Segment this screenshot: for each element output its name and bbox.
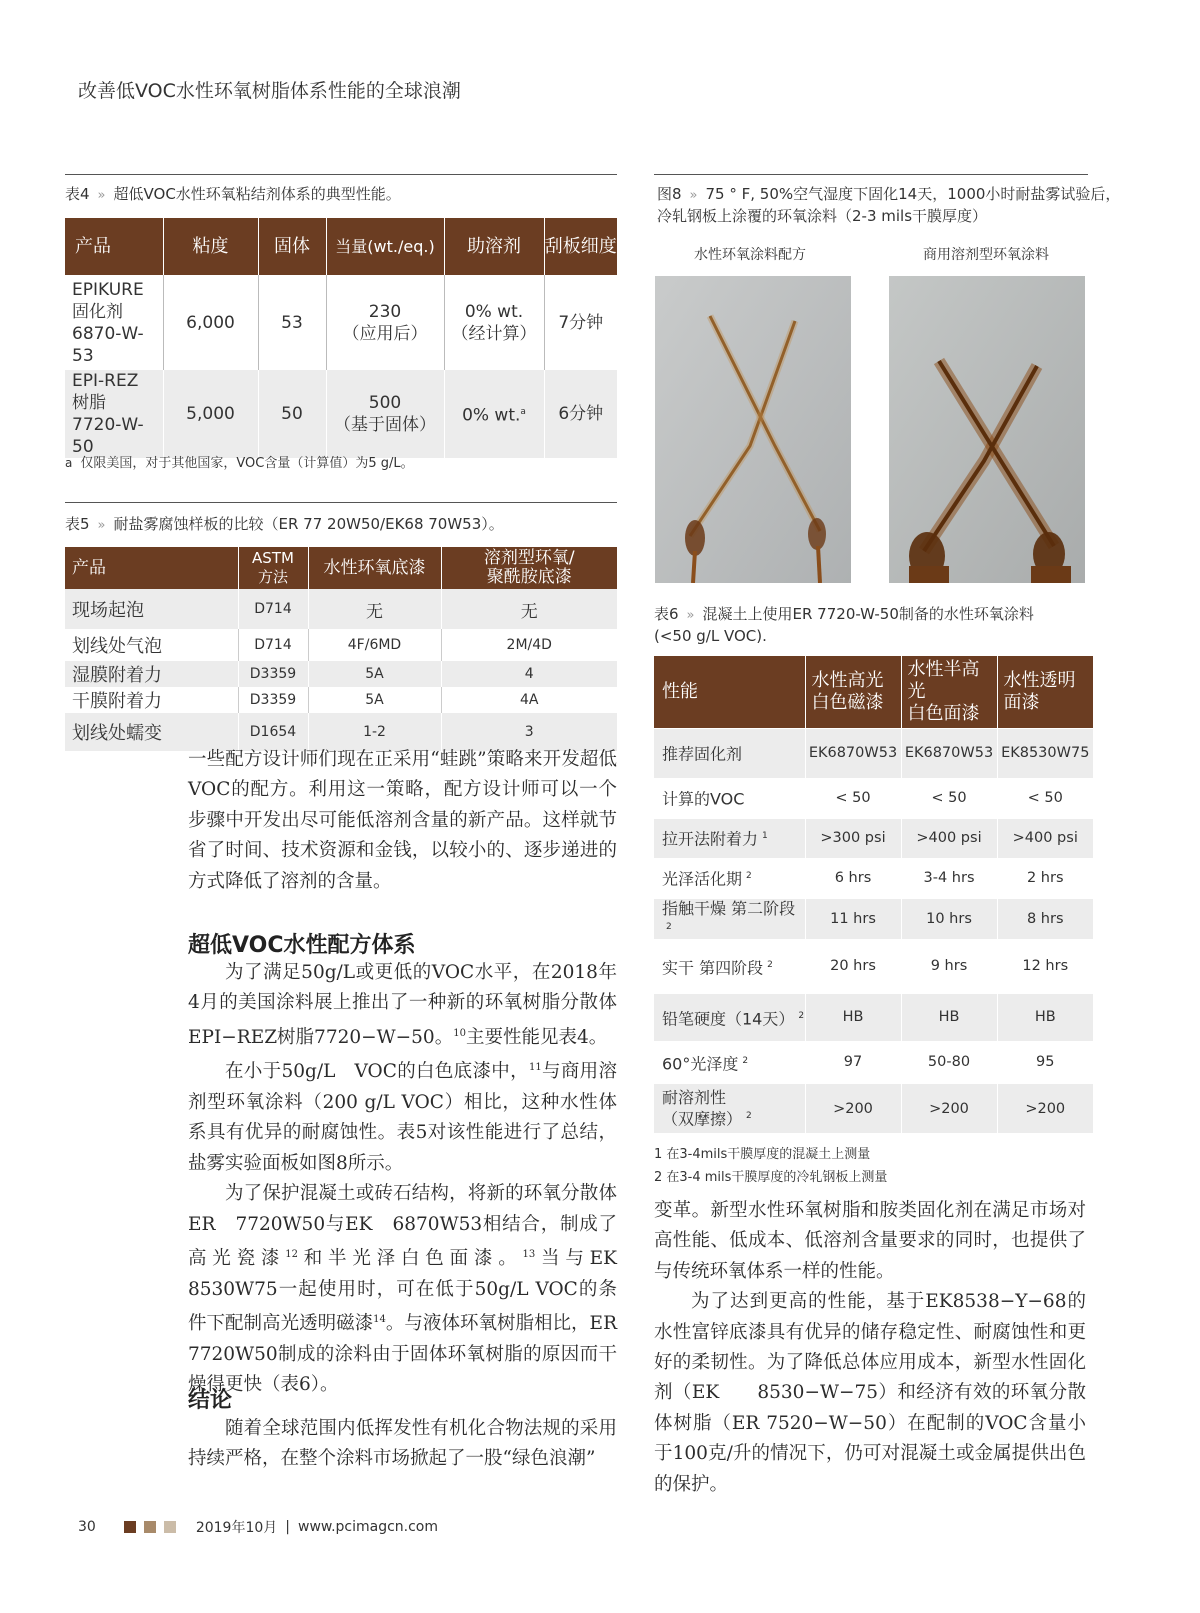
text-run: 与商用溶剂型环氧涂料（200 g/L VOC）相比，这种水性体系具有优异的耐腐蚀性。表5对该性能进行了总结，盐雾实验面板如图8所示。 <box>188 1061 617 1174</box>
caption-separator: » <box>97 188 106 203</box>
table6-cell <box>654 898 805 939</box>
footnote-marker: a <box>65 456 73 470</box>
table4-cell: 5,000 <box>163 370 258 458</box>
citation: 10 <box>453 1027 466 1039</box>
issue-date: 2019年10月 <box>195 1520 278 1536</box>
table5-header: 溶剂型环氧/ 聚酰胺底漆 <box>441 547 617 589</box>
table-row <box>65 629 617 661</box>
table4-header: 当量(wt./eq.) <box>326 218 444 275</box>
table6-cell: 6 hrs <box>805 858 901 898</box>
divider <box>65 174 617 175</box>
table6-cell: 12 hrs <box>997 939 1093 993</box>
table5-cell: 4F/6MD <box>308 629 441 661</box>
footer-square <box>144 1521 156 1533</box>
property-label: 耐溶剂性 （双摩擦） <box>662 1088 743 1129</box>
panel-photo <box>889 276 1085 583</box>
table4-header: 产品 <box>65 218 163 275</box>
table4-cell: 500 （基于固体） <box>326 370 444 458</box>
table4-footnote <box>65 452 414 471</box>
footer-square <box>124 1521 136 1533</box>
table4-cell: 50 <box>258 370 326 458</box>
table6-cell: 10 hrs <box>901 898 997 939</box>
table4-cell: 230 （应用后） <box>326 275 444 370</box>
text-run: 和半光泽白色面漆。 <box>297 1248 523 1270</box>
paragraph <box>188 1053 617 1179</box>
table6-cell: 95 <box>997 1041 1093 1083</box>
table6-footnote-1: 1 在3-4mils干膜厚度的混凝土上测量 <box>654 1147 871 1162</box>
table6-cell <box>654 1083 805 1133</box>
table-row <box>654 778 1093 818</box>
table5-cell: 2M/4D <box>441 629 617 661</box>
text-run: 为了保护混凝土或砖石结构，将新的环氧分散体ER 7720W50与EK 6870W53相结合，制成了高光瓷漆 <box>188 1183 617 1270</box>
table6-cell: 50-80 <box>901 1041 997 1083</box>
table5-caption <box>65 513 504 537</box>
section-heading: 结论 <box>188 1388 233 1413</box>
table6 <box>654 656 1093 1133</box>
figure8-caption <box>657 184 1120 227</box>
table6-cell: >400 psi <box>901 818 997 858</box>
table5-cell: 现场起泡 <box>65 589 238 629</box>
table-row <box>65 687 617 713</box>
table4-cell: EPIKURE 固化剂 6870-W-53 <box>65 275 163 370</box>
table5-number: 表5 <box>65 515 90 533</box>
table6-cell <box>654 939 805 993</box>
table6-cell: EK8530W75 <box>997 728 1093 778</box>
body-text-right <box>654 1196 1086 1500</box>
table6-cell <box>654 778 805 818</box>
footer-square <box>164 1521 176 1533</box>
table4-number: 表4 <box>65 185 90 203</box>
footnote-marker: 2 <box>742 1055 749 1066</box>
body-text-left-3 <box>188 1414 617 1475</box>
section-heading: 超低VOC水性配方体系 <box>188 933 416 958</box>
figure8-title-line1: 75 ° F, 50%空气湿度下固化14天，1000小时耐盐雾试验后， <box>705 185 1121 203</box>
table6-header: 性能 <box>654 656 805 728</box>
caption-separator: » <box>689 188 698 203</box>
website-link[interactable]: www.pcimagcn.com <box>298 1519 439 1535</box>
table5-cell: 无 <box>441 589 617 629</box>
table6-cell: 3-4 hrs <box>901 858 997 898</box>
property-label: 推荐固化剂 <box>662 744 743 764</box>
table5-header: ASTM 方法 <box>238 547 308 589</box>
paragraph: 变革。新型水性环氧树脂和胺类固化剂在满足市场对高性能、低成本、低溶剂含量要求的同时，也提供了与传统环氧体系一样的性能。 <box>654 1200 1086 1282</box>
table6-cell <box>654 1041 805 1083</box>
table4-cell: EPI-REZ 树脂 7720-W-50 <box>65 370 163 458</box>
running-head: 改善低VOC水性环氧树脂体系性能的全球浪潮 <box>78 80 461 102</box>
table6-caption <box>654 604 1034 647</box>
table6-cell: HB <box>805 993 901 1041</box>
footnote-marker: 2 <box>746 1111 752 1122</box>
table-row <box>65 589 617 629</box>
paragraph: 一些配方设计师们现在正采用“蛙跳”策略来开发超低VOC的配方。利用这一策略，配方设计师可以一个步骤中开发出尽可能低溶剂含量的新产品。这样就节省了时间、技术资源和金钱，以较小的、逐步递进的方式降低了溶剂的含量。 <box>188 749 617 892</box>
table4 <box>65 218 617 458</box>
text-run: 为了满足50g/L或更低的VOC水平，在2018年4月的美国涂料展上推出了一种新的环氧树脂分散体EPI−REZ树脂7720−W−50。 <box>188 962 617 1048</box>
citation: 14 <box>373 1313 386 1325</box>
text-run: 主要性能见表4。 <box>465 1026 608 1048</box>
table4-header: 粘度 <box>163 218 258 275</box>
paragraph <box>188 1179 636 1400</box>
text-run: 。与液体环氧树脂相比，ER 7720W50制成的涂料由于固体环氧树脂的原因而干燥得更快（表6）。 <box>188 1313 636 1395</box>
table6-cell: EK6870W53 <box>805 728 901 778</box>
table6-cell: >200 <box>997 1083 1093 1133</box>
table4-cell <box>444 370 544 458</box>
table6-cell: >200 <box>901 1083 997 1133</box>
citation: 11 <box>528 1062 542 1074</box>
property-label: 60°光泽度 <box>662 1053 739 1073</box>
table6-cell: 2 hrs <box>997 858 1093 898</box>
table6-cell: < 50 <box>997 778 1093 818</box>
table5-cell: D714 <box>238 629 308 661</box>
table-row <box>654 898 1093 939</box>
paragraph: 随着全球范围内低挥发性有机化合物法规的采用持续严格，在整个涂料市场掀起了一股“绿色浪潮” <box>188 1418 617 1470</box>
table4-title: 超低VOC水性环氧粘结剂体系的典型性能。 <box>113 185 401 203</box>
table5-cell: D1654 <box>238 713 308 751</box>
table5-header: 水性环氧底漆 <box>308 547 441 589</box>
footnote-marker: 2 <box>798 1010 805 1021</box>
footnote-marker: 2 <box>746 871 752 882</box>
table-row <box>654 939 1093 993</box>
citation: 13 <box>522 1248 536 1260</box>
table6-cell <box>654 818 805 858</box>
table5-header: 产品 <box>65 547 238 589</box>
figure8-label-right: 商用溶剂型环氧涂料 <box>923 247 1049 263</box>
table5-cell: 划线处气泡 <box>72 636 162 657</box>
table-row <box>65 370 617 458</box>
test-panel-solventborne <box>889 276 1085 583</box>
table5-cell: 1-2 <box>308 713 441 751</box>
table5-cell: 干膜附着力 <box>72 691 162 712</box>
caption-line <box>654 604 1034 626</box>
text-run: 当与EK 8530W75一起使用时，可在低于50g/L VOC的条件下配制高光透明磁漆 <box>188 1248 636 1335</box>
property-label: 铅笔硬度（14天） <box>662 1008 795 1028</box>
table4-cell: 6分钟 <box>544 370 617 458</box>
table4-cell: 0% wt. （经计算） <box>444 275 544 370</box>
caption-separator: » <box>97 518 106 533</box>
table6-title-line1: 混凝土上使用ER 7720-W-50制备的水性环氧涂料 <box>702 605 1034 623</box>
body-text-left-2 <box>188 958 636 1400</box>
table6-cell <box>654 728 805 778</box>
table4-cell: 53 <box>258 275 326 370</box>
table-row <box>654 728 1093 778</box>
table6-cell: 97 <box>805 1041 901 1083</box>
divider <box>654 174 1088 175</box>
table5-cell: D3359 <box>238 687 308 713</box>
table6-header: 水性半高光 白色面漆 <box>901 656 997 728</box>
table6-cell: 8 hrs <box>997 898 1093 939</box>
table6-cell: 11 hrs <box>805 898 901 939</box>
table6-cell: 20 hrs <box>805 939 901 993</box>
table5-title: 耐盐雾腐蚀样板的比较（ER 77 20W50/EK68 70W53）。 <box>113 515 504 533</box>
caption-line <box>657 184 1120 206</box>
footnote-marker: a <box>520 407 526 418</box>
table6-cell <box>654 858 805 898</box>
table6-cell: < 50 <box>901 778 997 818</box>
page-footer <box>78 1517 438 1537</box>
body-text-left-1 <box>188 745 617 897</box>
table4-header: 助溶剂 <box>444 218 544 275</box>
table6-cell: < 50 <box>805 778 901 818</box>
divider <box>65 502 617 503</box>
property-label: 计算的VOC <box>662 789 745 809</box>
table-row <box>654 1083 1093 1133</box>
figure8-number: 图8 <box>657 185 682 203</box>
table5-cell: 划线处蠕变 <box>65 713 238 751</box>
table-row <box>65 661 617 687</box>
table6-body <box>654 728 1093 1133</box>
table5-cell: D714 <box>238 589 308 629</box>
panel-photo <box>655 276 851 583</box>
footnote-marker: 2 <box>666 921 672 932</box>
table-row <box>654 858 1093 898</box>
table5-cell: 3 <box>441 713 617 751</box>
table6-cell: EK6870W53 <box>901 728 997 778</box>
property-label: 指触干燥 第二阶段 <box>662 898 796 918</box>
footer-divider: | <box>285 1519 290 1535</box>
figure8-title-line2: 冷轧钢板上涂覆的环氧涂料（2-3 mils干膜厚度） <box>657 207 988 225</box>
table5-cell: 5A <box>308 687 441 713</box>
table5-cell: 湿膜附着力 <box>65 661 238 687</box>
footnote-text: 仅限美国，对于其他国家，VOC含量（计算值）为5 g/L。 <box>80 456 414 471</box>
caption-separator: » <box>686 608 695 623</box>
paragraph: 为了达到更高的性能，基于EK8538−Y−68的水性富锌底漆具有优异的储存稳定性、耐腐蚀性和更好的柔韧性。为了降低总体应用成本，新型水性固化剂（EK 8530−W−75）和经济有效的环氧分散体树脂（ER 7520−W−50）在配制的VOC含量小于100克/升的情况下，仍可对混凝土或金属提供出色的保护。 <box>654 1291 1086 1495</box>
property-label: 拉开法附着力 <box>662 829 759 849</box>
property-label: 实干 第四阶段 <box>662 957 764 977</box>
footnote-marker: 2 <box>767 959 773 970</box>
table5-cell: D3359 <box>238 661 308 687</box>
figure8-label-left: 水性环氧涂料配方 <box>694 247 806 263</box>
table6-cell: >300 psi <box>805 818 901 858</box>
table6-header: 水性透明 面漆 <box>997 656 1093 728</box>
table-row <box>654 1041 1093 1083</box>
table6-cell <box>654 993 805 1041</box>
table4-header: 刮板细度 <box>544 218 617 275</box>
table6-cell: HB <box>997 993 1093 1041</box>
table-row <box>65 275 617 370</box>
table4-cell-text: 0% wt. <box>462 405 521 426</box>
text-run: 在小于50g/L VOC的白色底漆中， <box>225 1061 529 1083</box>
property-label: 光泽活化期 <box>662 869 743 889</box>
table4-cell: 7分钟 <box>544 275 617 370</box>
table4-cell: 6,000 <box>163 275 258 370</box>
footnote-marker: 1 <box>762 831 768 842</box>
citation: 12 <box>285 1248 298 1260</box>
table4-caption <box>65 183 401 207</box>
table5-cell: 无 <box>308 589 441 629</box>
page-number: 30 <box>78 1519 96 1535</box>
table5-cell: 4 <box>441 661 617 687</box>
paragraph <box>188 958 617 1053</box>
table6-cell: >400 psi <box>997 818 1093 858</box>
table5-cell: 4A <box>441 687 617 713</box>
table6-cell: HB <box>901 993 997 1041</box>
table6-cell: 9 hrs <box>901 939 997 993</box>
table6-title-line2: (<50 g/L VOC). <box>654 627 767 645</box>
table6-footnote-2: 2 在3-4 mils干膜厚度的冷轧钢板上测量 <box>654 1170 888 1185</box>
table-row <box>654 993 1093 1041</box>
table5-cell: 5A <box>308 661 441 687</box>
table4-header: 固体 <box>258 218 326 275</box>
table6-cell: >200 <box>805 1083 901 1133</box>
table-row <box>654 818 1093 858</box>
test-panel-waterborne <box>655 276 851 583</box>
table5 <box>65 547 617 751</box>
table6-header: 水性高光 白色磁漆 <box>805 656 901 728</box>
table6-number: 表6 <box>654 605 679 623</box>
